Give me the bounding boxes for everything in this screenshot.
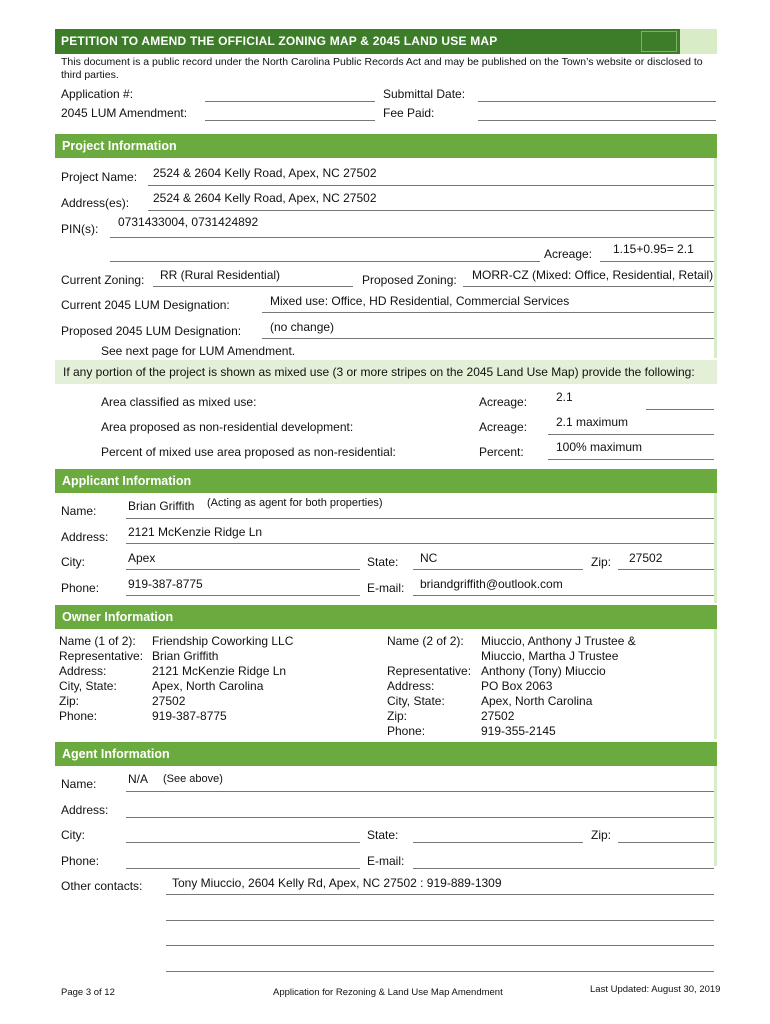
pin-value[interactable]: 0731433004, 0731424892 [118, 215, 259, 229]
footer-last-updated: Last Updated: August 30, 2019 [590, 984, 721, 995]
footer-document-name: Application for Rezoning & Land Use Map Amendment [273, 987, 503, 998]
percent-unit-label: Percent: [479, 445, 524, 459]
agent-email-label: E-mail: [367, 854, 405, 868]
current-lum-label: Current 2045 LUM Designation: [61, 298, 230, 312]
submittal-date-label: Submittal Date: [383, 87, 466, 101]
fee-paid-label: Fee Paid: [383, 106, 435, 120]
owner-1-labels: Name (1 of 2): Representative: Address: City, State: Zip: Phone: [59, 634, 144, 723]
area-nonres-unit-label: Acreage: [479, 420, 528, 434]
decor-strip [714, 766, 717, 866]
see-next-page-note: See next page for LUM Amendment. [101, 344, 296, 358]
current-zoning-line [153, 286, 353, 287]
acreage-line [600, 261, 714, 262]
proposed-lum-label: Proposed 2045 LUM Designation: [61, 324, 242, 338]
project-name-value[interactable]: 2524 & 2604 Kelly Road, Apex, NC 27502 [153, 166, 377, 180]
lum-amendment-field[interactable] [205, 120, 375, 121]
footer-page-number: Page 3 of 12 [61, 987, 115, 998]
applicant-name-label: Name: [61, 504, 97, 518]
area-mixed-line [646, 409, 714, 410]
applicant-address-label: Address: [61, 530, 109, 544]
application-number-label: Application #: [61, 87, 134, 101]
applicant-address-value[interactable]: 2121 McKenzie Ridge Ln [128, 525, 263, 539]
applicant-phone-label: Phone: [61, 581, 100, 595]
agent-address-label: Address: [61, 803, 109, 817]
applicant-phone-value[interactable]: 919-387-8775 [128, 577, 203, 591]
agent-zip-label: Zip: [591, 828, 612, 842]
applicant-email-value[interactable]: briandgriffith@outlook.com [420, 577, 563, 591]
applicant-email-line [413, 595, 714, 596]
agent-state-label: State: [367, 828, 399, 842]
pin-label: PIN(s): [61, 222, 99, 236]
agent-state-line[interactable] [413, 842, 583, 843]
applicant-information-header: Applicant Information [55, 469, 717, 493]
address-value[interactable]: 2524 & 2604 Kelly Road, Apex, NC 27502 [153, 191, 377, 205]
public-record-notice: This document is a public record under the North Carolina Public Records Act and may be published on the Town’s website or disclosed to third parties. [61, 56, 703, 81]
project-name-line [148, 185, 714, 186]
applicant-name-note: (Acting as agent for both properties) [207, 497, 383, 509]
applicant-email-label: E-mail: [367, 581, 405, 595]
other-contacts-value[interactable]: Tony Miuccio, 2604 Kelly Rd, Apex, NC 27502 : 919-889-1309 [172, 876, 502, 890]
agent-email-line[interactable] [413, 868, 714, 869]
agent-address-line[interactable] [126, 817, 714, 818]
title-decoration [641, 31, 677, 52]
current-lum-value[interactable]: Mixed use: Office, HD Residential, Commercial Services [270, 294, 570, 308]
applicant-city-value[interactable]: Apex [128, 551, 156, 565]
applicant-state-value[interactable]: NC [420, 551, 438, 565]
area-mixed-unit-label: Acreage: [479, 395, 528, 409]
owner-2-values[interactable]: Miuccio, Anthony J Trustee & Miuccio, Martha J Trustee Anthony (Tony) Miuccio PO Box 2063 Apex, North Carolina 27502 919-355-2145 [481, 634, 636, 738]
proposed-zoning-line [463, 286, 714, 287]
acreage-line-left [110, 261, 540, 262]
agent-name-label: Name: [61, 777, 97, 791]
percent-value[interactable]: 100% maximum [556, 440, 643, 454]
agent-city-label: City: [61, 828, 85, 842]
owner-information-header: Owner Information [55, 605, 717, 629]
owner-2-labels: Name (2 of 2): Representative: Address: City, State: Zip: Phone: [387, 634, 472, 738]
address-label: Address(es): [61, 196, 130, 210]
applicant-zip-value[interactable]: 27502 [629, 551, 663, 565]
applicant-zip-label: Zip: [591, 555, 612, 569]
area-mixed-value[interactable]: 2.1 [556, 390, 573, 404]
other-contacts-line-3[interactable] [166, 945, 714, 946]
owner-1-values[interactable]: Friendship Coworking LLC Brian Griffith 2121 McKenzie Ridge Ln Apex, North Carolina 27502 919-387-8775 [152, 634, 294, 723]
acreage-label: Acreage: [544, 247, 593, 261]
fee-paid-field[interactable] [478, 120, 716, 121]
other-contacts-line-1 [166, 894, 714, 895]
current-zoning-label: Current Zoning: [61, 273, 145, 287]
other-contacts-line-4[interactable] [166, 971, 714, 972]
decor-strip [714, 158, 717, 358]
applicant-city-line [126, 569, 360, 570]
applicant-address-line [126, 543, 714, 544]
agent-zip-line[interactable] [618, 842, 714, 843]
decor-strip [714, 493, 717, 603]
percent-line [548, 459, 714, 460]
other-contacts-label: Other contacts: [61, 879, 143, 893]
applicant-state-line [413, 569, 583, 570]
mixed-use-banner: If any portion of the project is shown as mixed use (3 or more stripes on the 2045 Land Use Map) provide the following: [55, 360, 717, 384]
submittal-date-field[interactable] [478, 101, 716, 102]
area-nonres-line [548, 434, 714, 435]
agent-name-line [126, 791, 714, 792]
pin-line [110, 237, 714, 238]
agent-city-line[interactable] [126, 842, 360, 843]
proposed-lum-value[interactable]: (no change) [270, 320, 335, 334]
decor-strip [714, 629, 717, 739]
proposed-zoning-label: Proposed Zoning: [362, 273, 457, 287]
applicant-zip-line [618, 569, 714, 570]
other-contacts-line-2[interactable] [166, 920, 714, 921]
area-mixed-label: Area classified as mixed use: [101, 395, 257, 409]
lum-amendment-label: 2045 LUM Amendment: [61, 106, 188, 120]
current-lum-line [262, 312, 714, 313]
applicant-city-label: City: [61, 555, 85, 569]
application-number-field[interactable] [205, 101, 375, 102]
agent-phone-label: Phone: [61, 854, 100, 868]
agent-phone-line[interactable] [126, 868, 360, 869]
document-title: PETITION TO AMEND THE OFFICIAL ZONING MAP & 2045 LAND USE MAP [55, 29, 680, 54]
agent-information-header: Agent Information [55, 742, 717, 766]
applicant-name-line [126, 518, 714, 519]
current-zoning-value[interactable]: RR (Rural Residential) [160, 268, 281, 282]
applicant-state-label: State: [367, 555, 399, 569]
project-information-header: Project Information [55, 134, 717, 158]
agent-name-value[interactable]: N/A [128, 772, 149, 786]
applicant-name-value[interactable]: Brian Griffith [128, 499, 195, 513]
proposed-zoning-value[interactable]: MORR-CZ (Mixed: Office, Residential, Retail) [472, 268, 714, 282]
area-nonres-value[interactable]: 2.1 maximum [556, 415, 629, 429]
address-line [148, 210, 714, 211]
area-nonres-label: Area proposed as non-residential development: [101, 420, 354, 434]
project-name-label: Project Name: [61, 170, 138, 184]
agent-name-note: (See above) [163, 773, 223, 785]
applicant-phone-line [126, 595, 360, 596]
percent-label: Percent of mixed use area proposed as non-residential: [101, 445, 396, 459]
acreage-value[interactable]: 1.15+0.95= 2.1 [613, 242, 694, 256]
proposed-lum-line [262, 338, 714, 339]
